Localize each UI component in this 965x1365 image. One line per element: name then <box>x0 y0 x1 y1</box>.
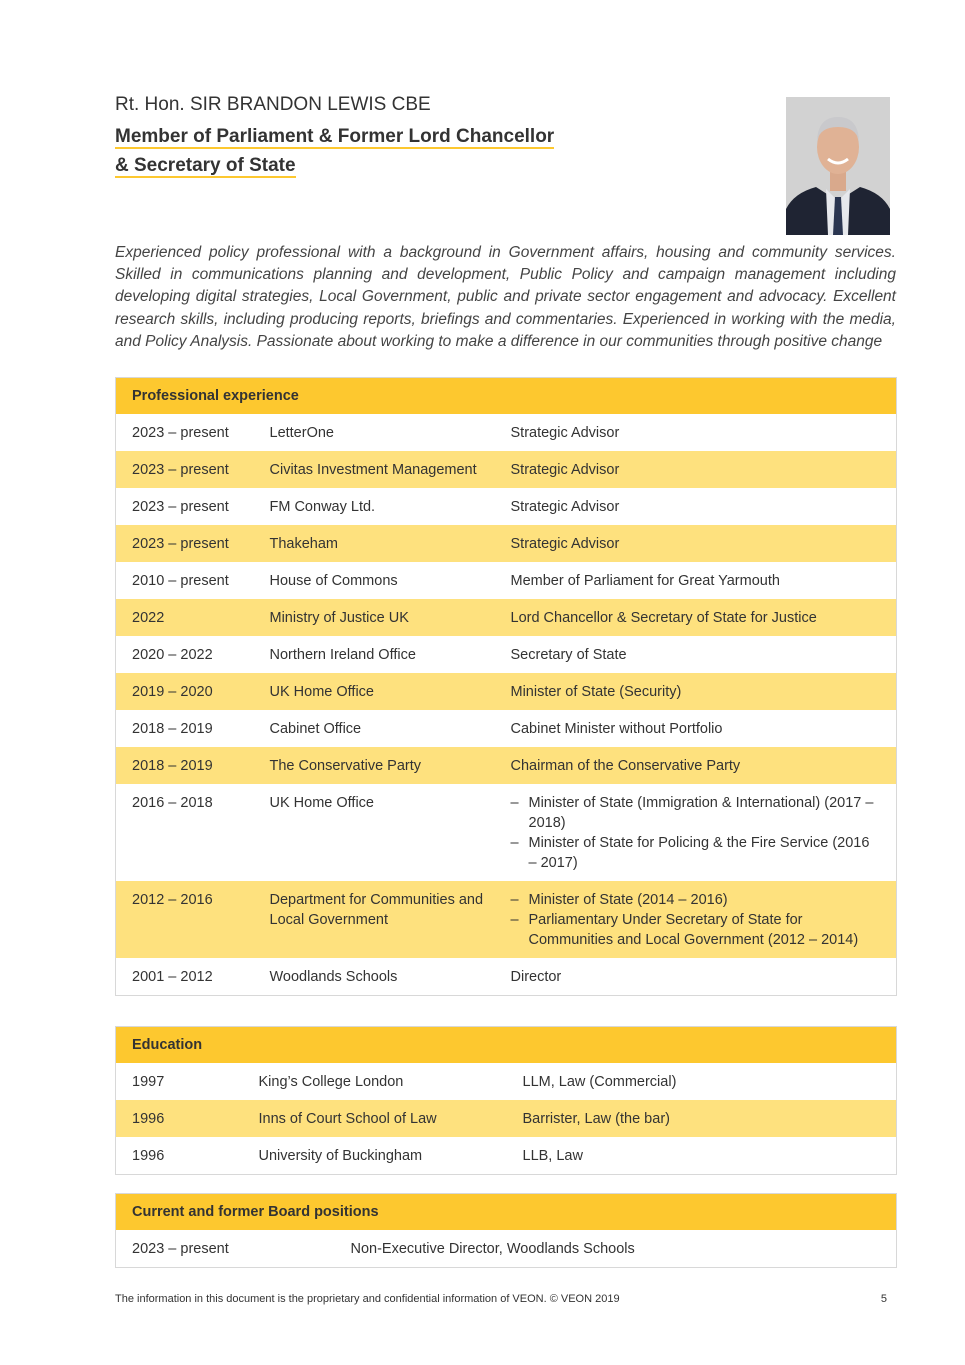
degree: LLB, Law <box>522 1148 583 1164</box>
table-row <box>116 1137 897 1175</box>
role: Chairman of the Conservative Party <box>495 747 897 784</box>
period: 2016 – 2018 <box>132 795 213 811</box>
period: 2020 – 2022 <box>132 647 213 663</box>
list-item: – Minister of State for Policing & the Fire Service (2016 – 2017) <box>511 833 881 873</box>
board-heading: Current and former Board positions <box>116 1194 897 1231</box>
education-table <box>115 1026 897 1175</box>
role: Cabinet Minister without Portfolio <box>510 721 723 737</box>
year: 1996 <box>132 1148 165 1164</box>
period: 2023 – present <box>116 451 254 488</box>
organization: FM Conway Ltd. <box>269 499 376 515</box>
profile-summary: Experienced policy professional with a background in Government affairs, housing and community services. Skilled in communications planning and development, Public Policy and campaign management including developing digital strategies, Local Government, public and private sector engagement and advocacy. Excellent research skills, including producing reports, briefings and commentaries. Experienced in working with the media, and Policy Analysis. Passionate about working to make a difference in our communities through positive change <box>115 244 896 350</box>
table-row <box>116 1100 897 1137</box>
organization: UK Home Office <box>254 673 495 710</box>
period: 2012 – 2016 <box>116 881 254 958</box>
table-row <box>116 710 897 747</box>
year: 1996 <box>116 1100 243 1137</box>
organization: Ministry of Justice UK <box>254 599 495 636</box>
list-item: – Parliamentary Under Secretary of State for Communities and Local Government (2012 – 2014) <box>511 910 881 950</box>
institution: Inns of Court School of Law <box>243 1100 507 1137</box>
role-list <box>511 793 881 873</box>
board-position: Non-Executive Director, Woodlands Schools <box>350 1241 635 1257</box>
period: 2023 – present <box>132 425 229 441</box>
organization: Department for Communities and Local Government <box>254 881 495 958</box>
period: 2023 – present <box>132 499 229 515</box>
page-footer <box>115 1293 887 1305</box>
organization: Cabinet Office <box>269 721 362 737</box>
table-row <box>116 599 897 636</box>
institution: King’s College London <box>258 1074 404 1090</box>
list-item: – Minister of State (Immigration & International) (2017 – 2018) <box>511 793 881 833</box>
table-row <box>116 488 897 525</box>
degree: LLM, Law (Commercial) <box>522 1074 677 1090</box>
confidentiality-notice: The information in this document is the proprietary and confidential information of VEON. © VEON 2019 <box>115 1293 620 1305</box>
organization: The Conservative Party <box>254 747 495 784</box>
institution: University of Buckingham <box>258 1148 423 1164</box>
portrait-illustration <box>786 97 890 235</box>
table-row <box>116 673 897 710</box>
table-row <box>116 747 897 784</box>
board-table <box>115 1193 897 1268</box>
table-row <box>116 562 897 599</box>
experience-heading: Professional experience <box>116 378 897 415</box>
table-row <box>116 958 897 996</box>
organization: Thakeham <box>254 525 495 562</box>
period: 2019 – 2020 <box>116 673 254 710</box>
period: 2010 – present <box>132 573 229 589</box>
table-row <box>116 636 897 673</box>
list-item: – Minister of State (2014 – 2016) <box>511 890 881 910</box>
profile-header <box>115 94 755 180</box>
role: Director <box>510 969 562 985</box>
organization: Civitas Investment Management <box>254 451 495 488</box>
period: 2018 – 2019 <box>116 747 254 784</box>
role: Secretary of State <box>510 647 627 663</box>
role-list <box>495 784 897 881</box>
organization: UK Home Office <box>269 795 374 811</box>
organization: LetterOne <box>269 425 334 441</box>
year: 1997 <box>132 1074 165 1090</box>
experience-table <box>115 377 897 996</box>
period: 2023 – present <box>132 1241 229 1257</box>
role: Member of Parliament for Great Yarmouth <box>510 573 780 589</box>
role-list <box>495 881 897 958</box>
person-title <box>115 122 755 180</box>
table-row <box>116 451 897 488</box>
page-number: 5 <box>880 1293 887 1305</box>
period: 2001 – 2012 <box>132 969 213 985</box>
degree: Barrister, Law (the bar) <box>507 1100 897 1137</box>
role: Strategic Advisor <box>510 499 620 515</box>
role: Strategic Advisor <box>495 525 897 562</box>
organization: Woodlands Schools <box>269 969 398 985</box>
table-row <box>116 414 897 451</box>
table-row <box>116 1063 897 1100</box>
role: Minister of State (Security) <box>495 673 897 710</box>
table-row <box>116 881 897 958</box>
table-row <box>116 784 897 881</box>
period: 2023 – present <box>116 525 254 562</box>
role: Lord Chancellor & Secretary of State for Justice <box>495 599 897 636</box>
portrait-photo <box>786 97 890 235</box>
role-list <box>511 890 881 950</box>
role: Strategic Advisor <box>510 425 620 441</box>
table-row <box>116 1230 897 1268</box>
education-heading: Education <box>116 1027 897 1064</box>
period: 2018 – 2019 <box>132 721 213 737</box>
table-row <box>116 525 897 562</box>
organization: House of Commons <box>269 573 398 589</box>
organization: Northern Ireland Office <box>269 647 416 663</box>
period: 2022 <box>116 599 254 636</box>
title-line-1: Member of Parliament & Former Lord Chancellor <box>115 126 555 147</box>
role: Strategic Advisor <box>495 451 897 488</box>
person-name: Rt. Hon. SIR BRANDON LEWIS CBE <box>115 94 431 115</box>
title-line-2: & Secretary of State <box>115 155 296 176</box>
